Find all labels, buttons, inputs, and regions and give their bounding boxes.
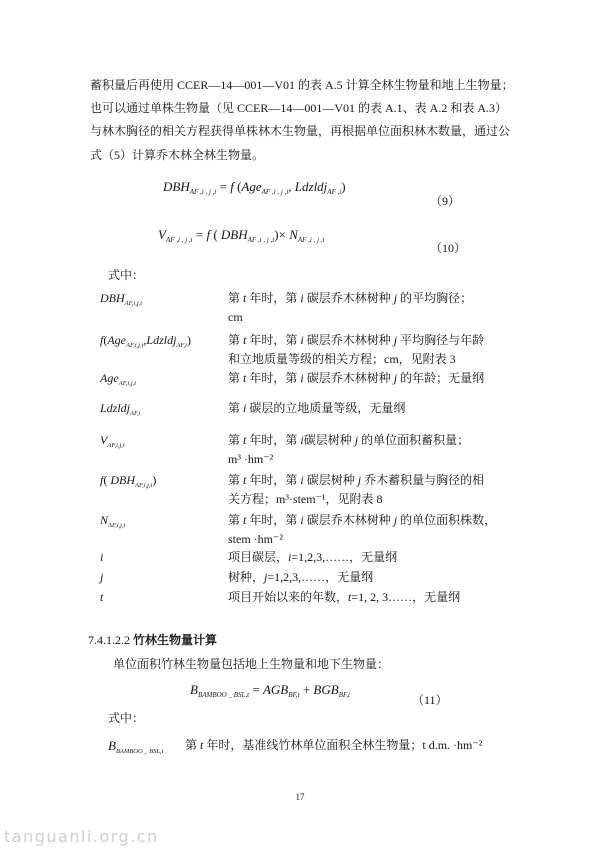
math-subscript: AF ,i — [327, 188, 342, 196]
page-number: 17 — [295, 792, 305, 802]
math-operator: ) — [152, 473, 157, 487]
math-variable: i — [300, 473, 304, 487]
math-variable: t — [243, 291, 247, 305]
math-subscript: BAMBOO _ BSL,t — [115, 748, 164, 755]
math-operator: ) — [341, 179, 346, 194]
math-variable: i — [300, 371, 304, 385]
math-variable: j — [393, 333, 398, 347]
math-subscript: BF,t — [288, 691, 300, 699]
definition-line: 和立地质量等级的相关方程；cm，见附表 3 — [228, 352, 456, 366]
math-variable: Ldzldj — [294, 179, 328, 194]
math-variable: j — [357, 473, 362, 487]
math-operator: ( — [103, 333, 108, 347]
formula-10 — [158, 226, 325, 246]
math-subscript: AF ,i , j ,t — [165, 236, 193, 244]
definition-line: 第 t 年时，第 i 碳层乔木林树种 j 平均胸径与年龄 — [228, 333, 485, 347]
formula-9 — [163, 178, 346, 198]
math-subscript: AF,i,j,t — [126, 342, 144, 349]
math-variable: DBH — [220, 227, 248, 242]
math-operator: ( — [233, 179, 242, 194]
definition-line: 项目开始以来的年数，t=1, 2, 3……，无量纲 — [228, 590, 461, 604]
definition-text: 第 t 年时，基准线竹林单位面积全林生物量； — [185, 738, 423, 752]
definition-row — [0, 331, 600, 366]
definition-line: 项目碳层，i=1,2,3,……，无量纲 — [228, 550, 398, 564]
definition-line: m³ ·hm⁻² — [228, 452, 274, 466]
math-subscript: AF,i,j,t — [118, 380, 137, 387]
definition-line: stem ·hm⁻² — [228, 532, 283, 546]
math-variable: t — [100, 590, 104, 604]
math-variable: N — [289, 227, 298, 242]
definition-symbol — [100, 399, 141, 420]
math-variable: i — [288, 550, 292, 564]
definition-line: cm — [228, 310, 243, 324]
definition-symbol — [100, 588, 103, 607]
definition-symbol — [100, 431, 125, 452]
definition-description — [228, 431, 469, 469]
math-variable: t — [348, 590, 352, 604]
math-variable: Ldzldj — [146, 333, 177, 347]
math-subscript: AF ,i , j ,t — [189, 188, 217, 196]
math-operator: , — [288, 179, 295, 194]
math-variable: t — [243, 333, 247, 347]
definition-description — [185, 736, 482, 755]
math-variable: i — [300, 513, 304, 527]
math-variable: V — [158, 227, 166, 242]
math-variable: f — [206, 227, 211, 242]
definition-description — [228, 568, 373, 587]
math-variable: t — [243, 371, 247, 385]
formula-number: （9） — [430, 194, 461, 208]
math-variable: Age — [241, 179, 262, 194]
math-operator: ) — [186, 333, 191, 347]
math-operator: = — [192, 227, 207, 242]
math-variable: j — [393, 291, 398, 305]
math-variable: i — [300, 291, 304, 305]
formula-number: （11） — [412, 693, 448, 707]
definition-line: 第 t 年时，第 i 碳层乔木林树种 j 的单位面积株数， — [228, 513, 497, 527]
math-variable: t — [243, 473, 247, 487]
definition-symbol — [100, 548, 103, 567]
definition-row — [0, 289, 600, 324]
definition-symbol — [100, 471, 156, 492]
math-variable: i — [100, 550, 104, 564]
definition-description — [228, 588, 460, 607]
math-variable: t — [200, 738, 204, 752]
math-variable: Age — [100, 371, 119, 385]
definition-symbol — [100, 289, 142, 310]
math-operator: = — [249, 682, 263, 697]
math-variable: Ldzldj — [100, 401, 131, 415]
formula-11 — [190, 681, 350, 701]
math-variable: DBH — [100, 291, 125, 305]
math-subscript: AF,i — [130, 410, 141, 417]
definition-unit: t d.m. ·hm⁻² — [422, 738, 483, 752]
definition-row — [0, 369, 600, 388]
definition-line: 第 t 年时，第 i 碳层乔木林树种 j 的平均胸径； — [228, 291, 473, 305]
definition-symbol — [100, 369, 136, 390]
definition-description — [228, 471, 484, 509]
math-variable: j — [100, 570, 104, 584]
math-variable: f — [100, 333, 104, 347]
definition-symbol — [108, 736, 163, 758]
math-operator: = — [216, 179, 231, 194]
math-variable: f — [100, 473, 104, 487]
where-label: 式中： — [108, 268, 145, 282]
section-title: 竹林生物量计算 — [133, 633, 218, 647]
math-operator: ( — [103, 473, 111, 487]
math-variable: B — [108, 738, 116, 753]
definition-line: 第 t 年时，第 i碳层树种 j 的单位面积蓄积量； — [228, 433, 470, 447]
math-operator: ( — [210, 227, 221, 242]
math-subscript: AF,i,j,t — [124, 300, 143, 307]
definition-row — [0, 471, 600, 506]
definition-symbol — [100, 331, 191, 352]
definition-row — [0, 431, 600, 466]
watermark: tanguanli.org.cn — [4, 827, 159, 846]
math-variable: B — [190, 682, 198, 697]
math-variable: t — [243, 513, 247, 527]
definition-line: 树种，j=1,2,3,……，无量纲 — [228, 570, 374, 584]
math-variable: Age — [107, 333, 126, 347]
definition-description — [228, 511, 496, 549]
math-subscript: AF ,i , j ,t — [261, 188, 289, 196]
definition-line: 关方程；m³·stem⁻¹，见附表 8 — [228, 492, 383, 506]
math-subscript: AF,i,j,t — [135, 482, 153, 489]
definition-row — [0, 511, 600, 546]
math-variable: N — [100, 513, 109, 527]
paragraph-line: 蓄积量后再使用 CCER—14—001—V01 的表 A.5 计算全林生物量和地上生物量； — [90, 78, 514, 92]
where-label: 式中： — [108, 711, 145, 725]
formula-number: （10） — [430, 241, 467, 255]
definition-row — [0, 736, 600, 755]
math-variable: t — [243, 433, 247, 447]
definition-description — [228, 369, 484, 388]
math-operator: + — [299, 682, 314, 697]
math-subscript: AF ,i , j ,t — [297, 236, 325, 244]
paragraph-line: 也可以通过单株生物量（见 CCER—14—001—V01 的表 A.1、表 A.2 和表 A.3） — [90, 101, 508, 115]
math-operator: )× — [274, 227, 290, 242]
math-variable: BGB — [313, 682, 339, 697]
math-subscript: AF,i,j,t — [108, 522, 126, 529]
math-variable: j — [354, 433, 359, 447]
math-variable: j — [393, 371, 398, 385]
section-intro: 单位面积竹林生物量包括地上生物量和地下生物量： — [113, 657, 390, 671]
math-subscript: AF ,i , j ,t — [247, 236, 275, 244]
math-variable: i — [300, 333, 304, 347]
definition-line: 第 i 碳层的立地质量等级，无量纲 — [228, 401, 406, 415]
math-subscript: AF,i,j,t — [107, 442, 125, 449]
definition-symbol — [100, 511, 125, 532]
math-variable: AGB — [262, 682, 289, 697]
definition-row — [0, 568, 600, 587]
math-operator: , — [143, 333, 147, 347]
definition-description — [228, 548, 397, 567]
math-variable: DBH — [110, 473, 136, 487]
definition-symbol — [100, 568, 103, 587]
section-heading — [88, 632, 217, 648]
math-variable: j — [393, 513, 398, 527]
math-variable: f — [230, 179, 234, 194]
math-variable: j — [264, 570, 268, 584]
math-variable: V — [100, 433, 108, 447]
definition-row — [0, 399, 600, 418]
definition-description — [228, 289, 472, 327]
definition-row — [0, 588, 600, 607]
math-variable: i — [243, 401, 247, 415]
math-variable: DBH — [163, 179, 190, 194]
definition-description — [228, 399, 405, 418]
math-subscript: AF,i — [176, 342, 187, 349]
math-subscript: BF,t — [338, 691, 351, 699]
definition-row — [0, 548, 600, 567]
math-variable: i — [300, 433, 304, 447]
definition-line: 第 t 年时，第 i 碳层乔木林树种 j 的年龄；无量纲 — [228, 371, 485, 385]
definition-line: 第 t 年时，第 i 碳层树种 j 乔木蓄积量与胸径的相 — [228, 473, 485, 487]
section-number: 7.4.1.2.2 — [88, 633, 130, 647]
math-subscript: BAMBOO _ BSL,t — [197, 691, 250, 699]
paragraph-line: 式（5）计算乔木林全林生物量。 — [90, 148, 265, 162]
definition-description — [228, 331, 484, 369]
paragraph-line: 与林木胸径的相关方程获得单株林木生物量，再根据单位面积林木数量，通过公 — [90, 124, 511, 138]
